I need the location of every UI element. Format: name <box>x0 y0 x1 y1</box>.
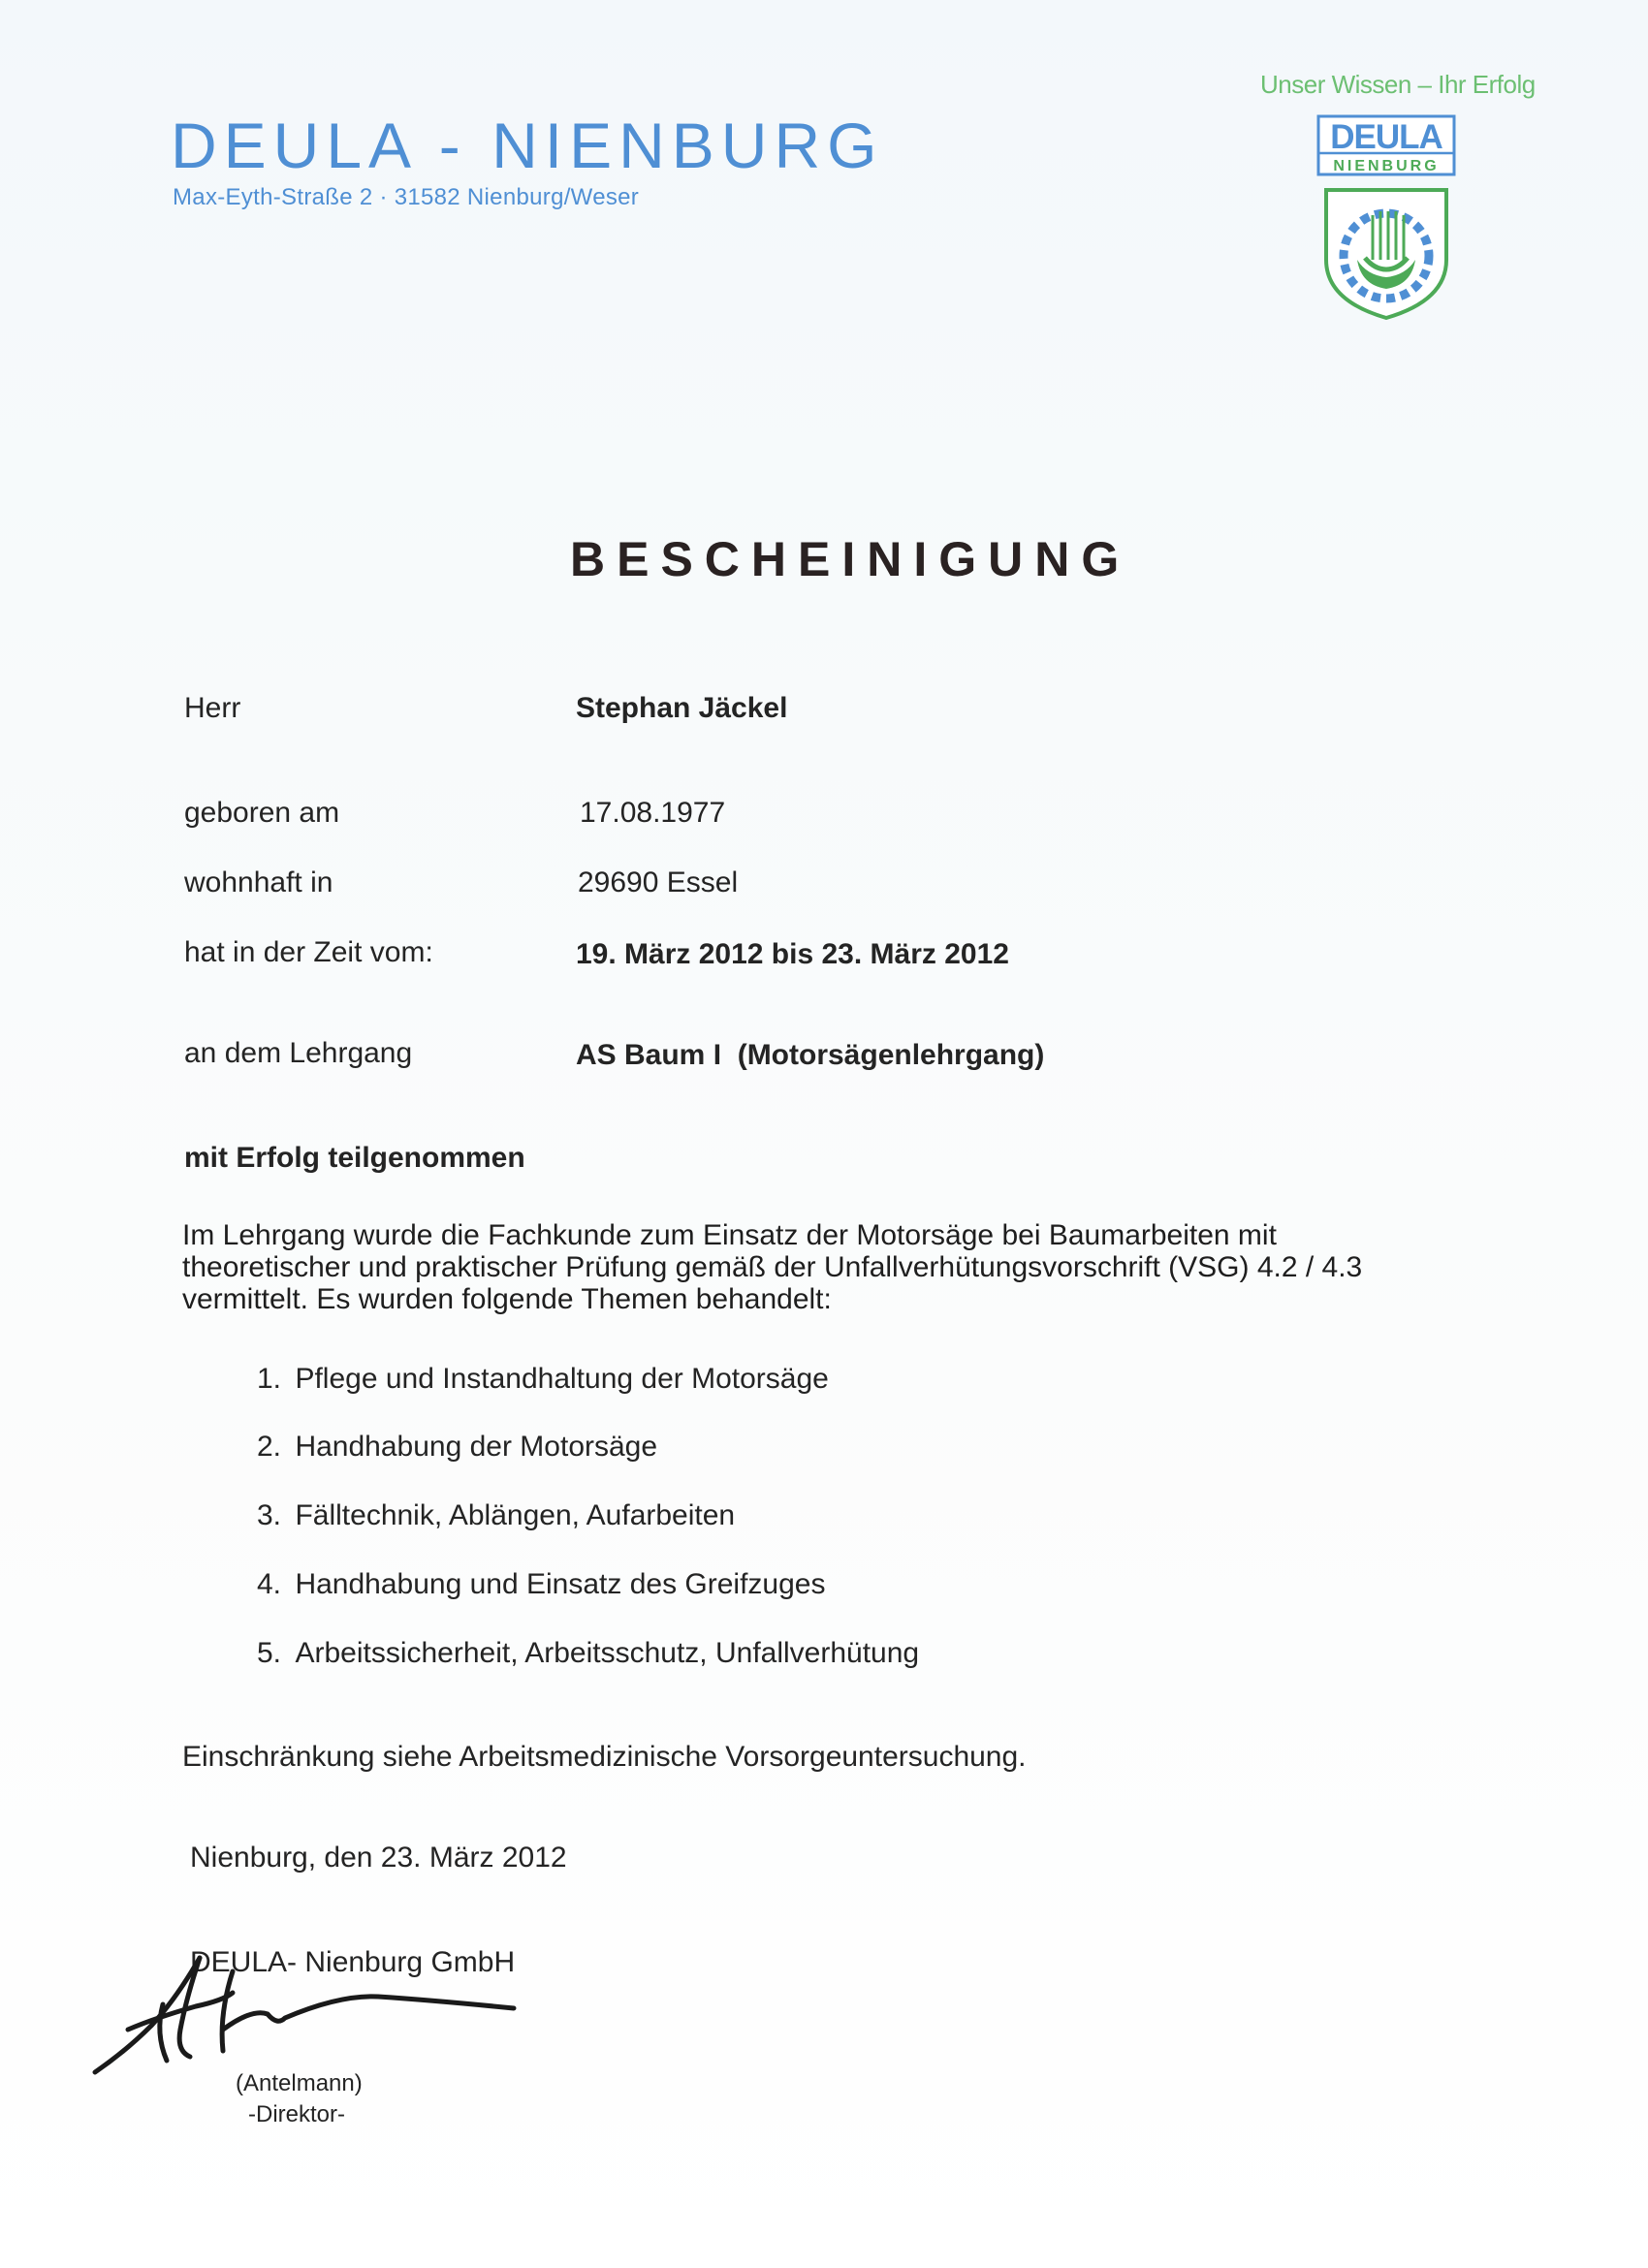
signer-name: (Antelmann) <box>236 2070 363 2096</box>
list-item <box>242 1499 735 1532</box>
field-label-birthdate: geboren am <box>184 797 340 829</box>
signer-title: -Direktor- <box>248 2101 345 2127</box>
topic-number: 4. <box>256 1568 281 1600</box>
restriction-note: Einschränkung siehe Arbeitsmedizinische Vorsorgeuntersuchung. <box>182 1741 1027 1773</box>
topic-number: 3. <box>256 1499 281 1531</box>
topic-text: Pflege und Instandhaltung der Motorsäge <box>295 1363 829 1395</box>
salutation: Herr <box>184 692 241 724</box>
topic-number: 2. <box>256 1431 281 1463</box>
list-item <box>242 1568 825 1601</box>
result-statement: mit Erfolg teilgenommen <box>184 1142 525 1174</box>
field-value-course: AS Baum I (Motorsägenlehrgang) <box>576 1039 1045 1071</box>
field-label-course: an dem Lehrgang <box>184 1037 413 1069</box>
recipient-name: Stephan Jäckel <box>576 692 788 724</box>
svg-text:DEULA: DEULA <box>1330 118 1442 156</box>
topic-text: Handhabung der Motorsäge <box>295 1431 658 1463</box>
field-value-birthdate: 17.08.1977 <box>580 797 726 829</box>
paragraph-line: Im Lehrgang wurde die Fachkunde zum Einsatz der Motorsäge bei Baumarbeiten mit <box>182 1219 1277 1251</box>
course-description <box>182 1219 1362 1315</box>
topic-text: Handhabung und Einsatz des Greifzuges <box>295 1568 826 1600</box>
company-name: DEULA - NIENBURG <box>171 110 884 181</box>
field-value-residence: 29690 Essel <box>578 866 739 898</box>
place-date: Nienburg, den 23. März 2012 <box>190 1842 567 1874</box>
list-item <box>242 1431 657 1464</box>
issuer-name: DEULA- Nienburg GmbH <box>190 1946 516 1978</box>
topic-number: 1. <box>256 1363 281 1395</box>
company-address: Max-Eyth-Straße 2 · 31582 Nienburg/Weser <box>173 184 640 210</box>
topic-text: Arbeitssicherheit, Arbeitsschutz, Unfallverhütung <box>295 1637 920 1669</box>
list-item <box>242 1637 919 1670</box>
svg-text:NIENBURG: NIENBURG <box>1333 158 1440 174</box>
topic-number: 5. <box>256 1637 281 1669</box>
deula-nienburg-logo-icon <box>1316 114 1456 320</box>
field-label-period: hat in der Zeit vom: <box>184 936 433 968</box>
paragraph-line: theoretischer und praktischer Prüfung gemäß der Unfallverhütungsvorschrift (VSG) 4.2 / 4.3 <box>182 1251 1363 1283</box>
document-title: BESCHEINIGUNG <box>570 532 1131 586</box>
handwritten-signature <box>87 1937 533 2082</box>
company-slogan: Unser Wissen – Ihr Erfolg <box>1260 70 1536 99</box>
field-value-period: 19. März 2012 bis 23. März 2012 <box>576 938 1009 970</box>
field-label-residence: wohnhaft in <box>184 866 333 898</box>
list-item <box>242 1363 829 1396</box>
paragraph-line: vermittelt. Es wurden folgende Themen behandelt: <box>182 1283 832 1315</box>
topic-text: Fälltechnik, Ablängen, Aufarbeiten <box>295 1499 736 1531</box>
